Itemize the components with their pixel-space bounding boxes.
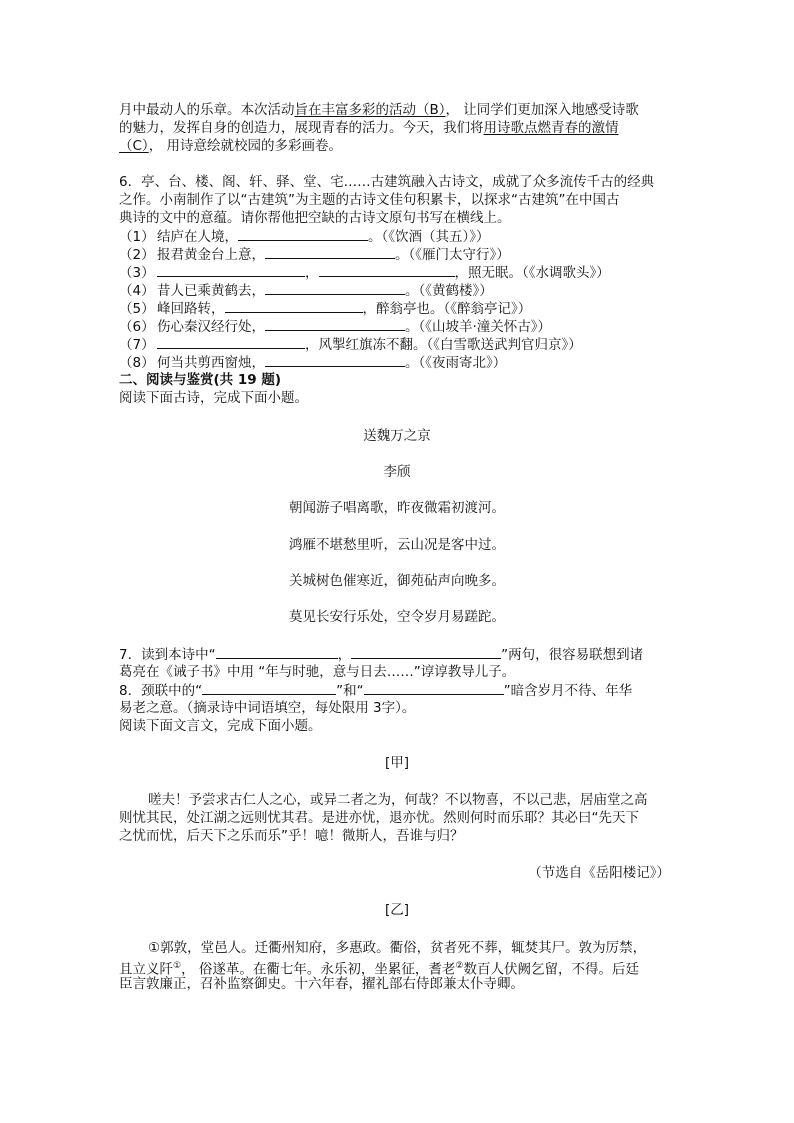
- q6-item-6: [119, 317, 551, 336]
- source-citation: 。（《饮酒（其五）》）: [368, 229, 490, 245]
- given-verse: 峰回路转，: [157, 301, 225, 317]
- separator: ”和“: [336, 683, 364, 699]
- q6-item-3: [119, 263, 610, 282]
- q6-stem-line-2: 之作。小南制作了以“古建筑”为主题的古诗文佳句积累卡，以探求“古建筑”在中国古: [119, 192, 620, 208]
- passage-jia-line-3: 之忧而忧，后天下之乐而乐”乎！噫！微斯人，吾谁与归？: [119, 828, 464, 844]
- source-citation: ，照无眠。（《水调歌头》）: [454, 265, 610, 281]
- q8-text: ”暗含岁月不待、年华: [503, 683, 633, 699]
- given-verse: 何当共剪西窗烛，: [157, 355, 265, 371]
- poem-line-4: 莫见长安行乐处，空令岁月易蹉跎。: [289, 609, 505, 625]
- underlined-phrase-b: 旨在丰富多彩的活动（B）: [294, 102, 446, 118]
- intro-text: 的魅力，发挥自身的创造力，展现青春的活力。今天，我们将: [119, 120, 484, 136]
- classical-instruction: 阅读下面文言文，完成下面小题。: [119, 718, 322, 734]
- answer-blank[interactable]: [225, 299, 363, 313]
- item-number: （8）: [119, 355, 155, 371]
- q8-line-2: 易老之意。（摘录诗中词语填空，每处限用 3字）。: [119, 700, 416, 716]
- given-verse: 报君黄金台上意，: [157, 247, 265, 263]
- passage-jia-line-1: 嗟夫！予尝求古仁人之心，或异二者之为，何哉？不以物喜，不以己悲，居庙堂之高: [148, 792, 648, 808]
- passage-text: ， 俗遂革。在衢七年。永乐初，坐累征，耆老: [181, 961, 456, 978]
- answer-blank[interactable]: [202, 681, 336, 695]
- item-number: （4）: [119, 283, 155, 299]
- poem-title: 送魏万之京: [363, 428, 431, 444]
- answer-blank[interactable]: [265, 281, 405, 295]
- passage-text: 且立义阡: [119, 961, 173, 978]
- answer-blank[interactable]: [265, 245, 395, 259]
- passage-yi-title: [乙]: [384, 902, 410, 918]
- q6-stem-line-3: 典诗的文中的意蕴。请你帮他把空缺的古诗文原句书写在横线上。: [119, 210, 511, 226]
- underlined-phrase-c: 用诗歌点燃青春的激情: [483, 120, 619, 136]
- passage-jia-source: （节选自《岳阳楼记》）: [528, 865, 670, 881]
- separator: ，: [337, 647, 352, 663]
- source-citation: 。（《山坡羊·潼关怀古》）: [405, 319, 552, 335]
- q7-text: 7．读到本诗中“: [119, 647, 216, 663]
- item-number: （1）: [119, 229, 155, 245]
- q6-item-8: [119, 353, 506, 372]
- footnote-marker: ②: [455, 961, 464, 971]
- source-citation: 。（《黄鹤楼》）: [405, 283, 493, 299]
- q7-line-2: 葛亮在《诫子书》中用 “年与时驰，意与日去……”谆谆教导儿子。: [119, 664, 516, 680]
- q6-item-4: [119, 281, 493, 300]
- item-number: （2）: [119, 247, 155, 263]
- section-heading: 二、阅读与鉴赏(共 19 题): [119, 372, 282, 388]
- passage-yi-line-3: 臣言敦廉正，召补监察御史。十六年春，擢礼部右侍郎兼太仆寺卿。: [119, 976, 524, 992]
- answer-blank[interactable]: [157, 335, 305, 349]
- separator: ，: [305, 265, 319, 281]
- answer-blank[interactable]: [216, 645, 338, 659]
- poem-author: 李颀: [383, 464, 411, 480]
- answer-blank[interactable]: [238, 227, 368, 241]
- passage-jia-title: [甲]: [384, 755, 410, 771]
- given-verse: 结庐在人境，: [157, 229, 238, 245]
- item-number: （3）: [119, 265, 155, 281]
- item-number: （7）: [119, 337, 155, 353]
- intro-line-1: [119, 101, 639, 119]
- q8-text: 8．颈联中的“: [119, 683, 203, 699]
- intro-text: ， 用诗意绘就校园的多彩画卷。: [148, 138, 342, 154]
- answer-blank[interactable]: [157, 263, 305, 277]
- q7-line-1: [119, 645, 643, 664]
- q8-line-1: [119, 681, 632, 700]
- intro-text: ， 让同学们更加深入地感受诗歌: [445, 102, 639, 118]
- poem-line-1: 朝闻游子唱离歌，昨夜微霜初渡河。: [289, 500, 505, 516]
- answer-blank[interactable]: [319, 263, 455, 277]
- q6-item-1: [119, 227, 490, 246]
- passage-text: 数百人伏阙乞留，不得。后廷: [463, 961, 639, 978]
- intro-text: 月中最动人的乐章。本次活动: [119, 102, 295, 118]
- underlined-label-c: （C）: [119, 138, 149, 154]
- answer-blank[interactable]: [364, 681, 504, 695]
- given-verse: 伤心秦汉经行处，: [157, 319, 265, 335]
- passage-yi-line-1: ①郭敦，堂邑人。迁衢州知府，多惠政。衢俗，贫者死不葬，辄焚其尸。敦为厉禁，: [148, 940, 647, 956]
- poem-line-3: 关城树色催寒近，御苑砧声向晚多。: [289, 573, 505, 589]
- answer-blank[interactable]: [265, 353, 405, 367]
- source-citation: ，风掣红旗冻不翻。（《白雪歌送武判官归京》）: [305, 337, 582, 353]
- intro-line-3: [119, 137, 342, 155]
- source-citation: 。（《雁门太守行》）: [395, 247, 510, 263]
- q6-item-7: [119, 335, 582, 354]
- q6-stem-line-1: 6．亭、台、楼、阁、轩、驿、堂、宅……古建筑融入古诗文，成就了众多流传千古的经典: [119, 174, 655, 190]
- intro-line-2: [119, 119, 619, 137]
- q6-item-5: [119, 299, 531, 318]
- poem-line-2: 鸿雁不堪愁里听，云山况是客中过。: [289, 537, 505, 553]
- passage-jia-line-2: 则忧其民，处江湖之远则忧其君。是进亦忧，退亦忧。然则何时而乐耶？其必曰“先天下: [119, 810, 639, 826]
- item-number: （6）: [119, 319, 155, 335]
- item-number: （5）: [119, 301, 155, 317]
- footnote-marker: ①: [173, 961, 182, 971]
- q7-text: ”两句，很容易联想到诸: [501, 647, 644, 663]
- answer-blank[interactable]: [351, 645, 501, 659]
- source-citation: ，醉翁亭也。（《醉翁亭记》）: [362, 301, 532, 317]
- given-verse: 昔人已乘黄鹤去，: [157, 283, 265, 299]
- section-instruction: 阅读下面古诗，完成下面小题。: [119, 390, 308, 406]
- q6-item-2: [119, 245, 510, 264]
- answer-blank[interactable]: [265, 317, 405, 331]
- source-citation: 。（《夜雨寄北》）: [405, 355, 507, 371]
